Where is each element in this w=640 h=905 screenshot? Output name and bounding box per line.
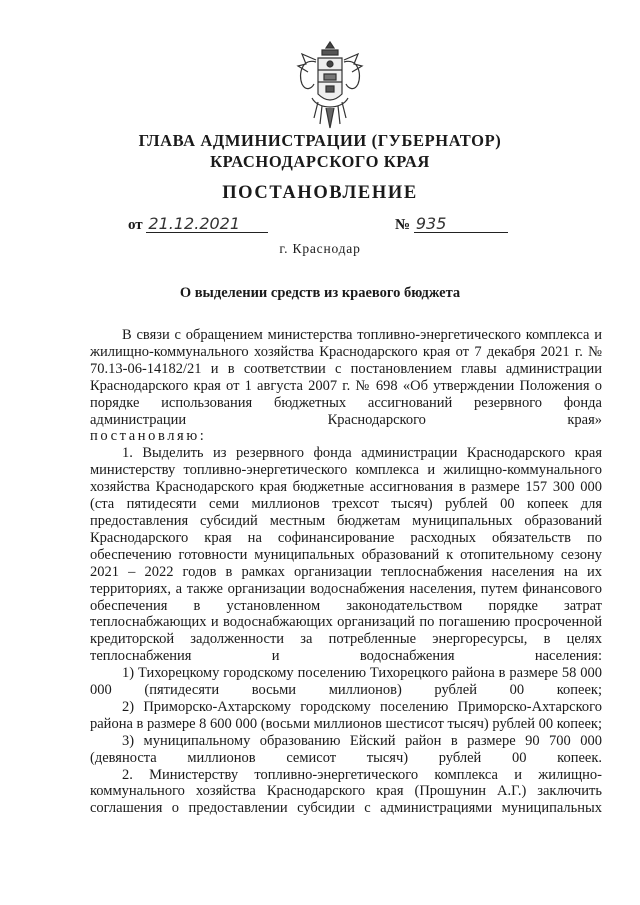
coat-of-arms-emblem (296, 40, 364, 130)
organization-title (0, 130, 640, 172)
paragraph-1-item-2: 2) Приморско-Ахтарскому городскому поселению Приморско-Ахтарского района в размере 8 600 000 (восьми миллионов шестисот тысяч) рублей 00 копеек; (90, 698, 602, 732)
decree-word: постановляю: (90, 428, 207, 445)
date-value: 21.12.2021 (146, 216, 268, 233)
number-value: 935 (414, 216, 508, 233)
document-body (90, 327, 602, 817)
number-row (395, 216, 508, 234)
document-type: ПОСТАНОВЛЕНИЕ (222, 183, 418, 203)
date-label: от (128, 217, 143, 233)
city: г. Краснодар (279, 241, 361, 256)
paragraph-1-item-3: 3) муниципальному образованию Ейский район в размере 90 700 000 (девяноста миллионов семисот тысяч) рублей 00 копеек. (90, 732, 602, 766)
preamble-paragraph: В связи с обращением министерства топливно-энергетического комплекса и жилищно-коммунального хозяйства Краснодарского края от 7 декабря 2021 г. № 70.13-06-14182/21 и в соответствии с постановлением главы администрации Краснодарского края от 1 августа 2007 г. № 698 «Об утверждении Положения о порядке использования бюджетных ассигнований резервного фонда администрации Краснодарского края» (90, 327, 602, 428)
number-label: № (395, 217, 411, 233)
paragraph-1: 1. Выделить из резервного фонда администрации Краснодарского края министерству топливно-энергетического комплекса и жилищно-коммунального хозяйства Краснодарского края бюджетные ассигнования в размере 157 300 000 (ста пятидесяти семи миллионов трехсот тысяч) рублей 00 копеек для предоставления субсидий местным бюджетам муниципальных образований Краснодарского края на софинансирование расходных обязательств по обеспечению готовности муниципальных образований к отопительному сезону 2021 – 2022 годов в рамках организации теплоснабжения населения на их территориях, а также организации водоснабжения населения, путем финансового обеспечения в установленном законодательством порядке затрат теплоснабжающих и водоснабжающих организаций по погашению просроченной кредиторской задолженности за потребленные энергоресурсы, в целях теплоснабжения и водоснабжения населения: (90, 445, 602, 665)
date-row (128, 216, 268, 234)
document-subject: О выделении средств из краевого бюджета (179, 285, 461, 301)
organization-line-1: ГЛАВА АДМИНИСТРАЦИИ (ГУБЕРНАТОР) (138, 131, 502, 150)
paragraph-1-item-1: 1) Тихорецкому городскому поселению Тихорецкого района в размере 58 000 000 (пятидесяти восьми миллионов) рублей 00 копеек; (90, 665, 602, 699)
paragraph-2: 2. Министерству топливно-энергетического комплекса и жилищно-коммунального хозяйства Краснодарского края (Прошунин А.Г.) заключить соглашения о предоставлении субсидии с администрациями муниципальных (90, 766, 602, 817)
organization-line-2: КРАСНОДАРСКОГО КРАЯ (210, 152, 430, 171)
